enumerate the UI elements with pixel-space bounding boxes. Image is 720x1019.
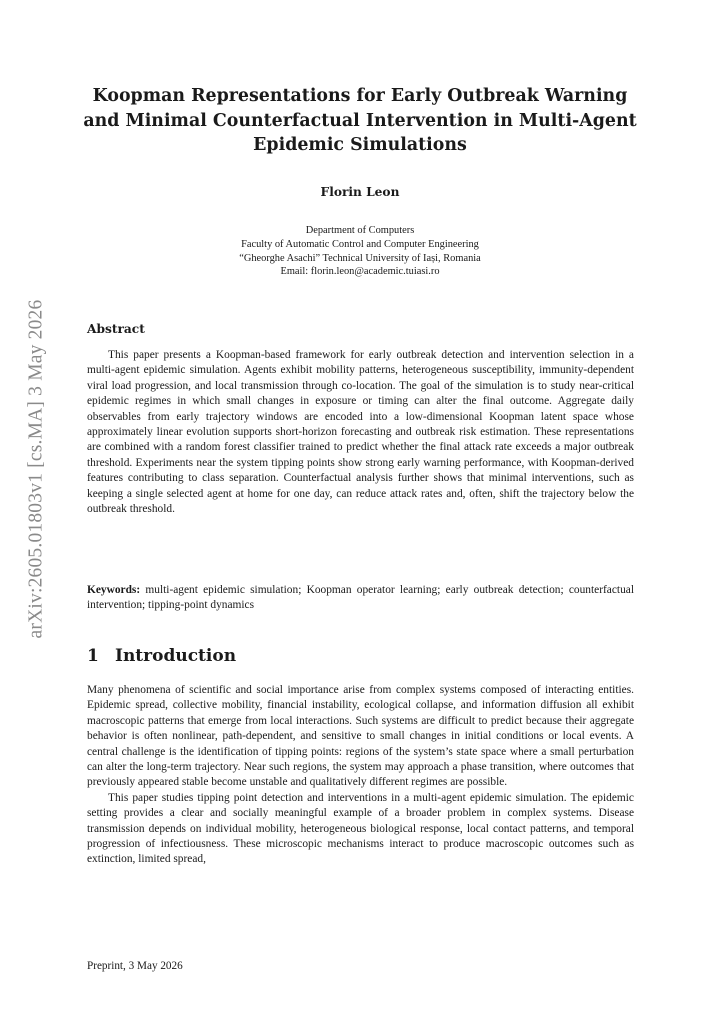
affiliation-block xyxy=(80,224,640,279)
abstract-body xyxy=(87,348,634,517)
abstract-paragraph: This paper presents a Koopman-based framework for early outbreak detection and intervention selection in a multi-agent epidemic simulation. Agents exhibit mobility patterns, heterogeneous susceptibility, immunity-dependent viral load progression, and local transmission through co-location. The goal of the simulation is to study near-critical epidemic regimes in which small changes in exposure or timing can alter the final outcome. Aggregate daily observables from early trajectory windows are encoded into a low-dimensional Koopman latent space whose approximately linear evolution supports short-horizon forecasting and outbreak risk estimation. These representations are combined with a random forest classifier trained to predict whether the final attack rate exceeds a major outbreak threshold. Experiments near the system tipping points show strong early warning performance, with Koopman-derived features contributing to class separation. Counterfactual analysis further shows that minimal interventions, such as keeping a single selected agent at home for one day, can reduce attack rates and, often, shift the trajectory below the outbreak threshold. xyxy=(87,349,634,516)
page-footer: Preprint, 3 May 2026 xyxy=(87,960,183,972)
section-heading-introduction xyxy=(87,646,236,666)
section-title: Introduction xyxy=(115,646,237,666)
intro-paragraph-2: This paper studies tipping point detection and interventions in a multi-agent epidemic simulation. The epidemic setting provides a clear and socially meaningful example of a broader problem in complex systems. Disease transmission depends on individual mobility, heterogeneous biological response, local contact patterns, and temporal progression of infectiousness. These microscopic mechanisms interact to produce macroscopic outcomes such as extinction, limited spread, xyxy=(87,791,634,866)
intro-paragraph-1: Many phenomena of scientific and social importance arise from complex systems composed of interacting entities. Epidemic spread, collective mobility, financial instability, ecological collapse, and information diffusion all exhibit macroscopic patterns that emerge from local interactions. Such systems are difficult to predict because their aggregate behavior is often nonlinear, path-dependent, and sensitive to small changes in initial conditions or local events. A central challenge is the identification of tipping points: regions of the system’s state space where a small perturbation can alter the long-term trajectory. Near such regions, the system may approach a phase transition, where outcomes that previously appeared stable become unstable and qualitatively different regimes are possible. xyxy=(87,684,634,789)
affiliation-email: Email: florin.leon@academic.tuiasi.ro xyxy=(280,266,440,278)
keywords-text: multi-agent epidemic simulation; Koopman operator learning; early outbreak detection; counterfactual intervention; tipping-point dynamics xyxy=(87,584,634,612)
abstract-heading: Abstract xyxy=(87,322,145,336)
affiliation-university: “Gheorghe Asachi” Technical University of Iași, Romania xyxy=(239,252,481,264)
keywords-label: Keywords: xyxy=(87,584,141,596)
author-name: Florin Leon xyxy=(320,185,400,199)
keywords-block xyxy=(87,583,634,614)
introduction-body xyxy=(87,683,634,868)
affiliation-faculty: Faculty of Automatic Control and Computer Engineering xyxy=(241,238,479,250)
affiliation-department: Department of Computers xyxy=(305,225,415,236)
arxiv-stamp-text: arXiv:2605.01803v1 [cs.MA] 3 May 2026 xyxy=(25,299,46,638)
section-number: 1 xyxy=(87,646,99,666)
paper-title: Koopman Representations for Early Outbreak Warning and Minimal Counterfactual Intervention in Multi-Agent Epidemic Simulations xyxy=(83,86,637,155)
arxiv-sidebar-stamp xyxy=(8,296,64,641)
